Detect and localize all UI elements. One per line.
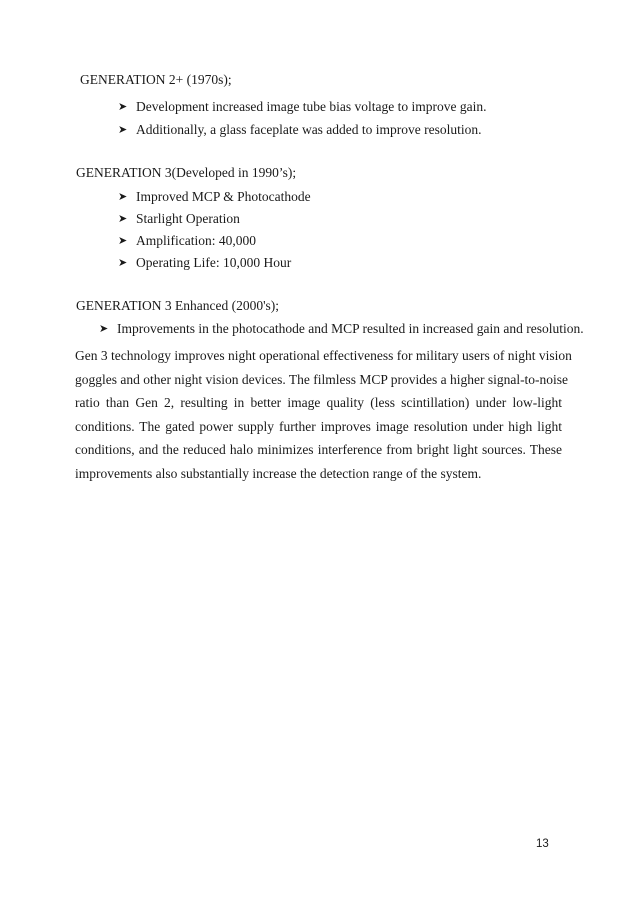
arrowhead-bullet-icon: ➤ — [118, 212, 128, 225]
bullet-item: ➤ Amplification: 40,000 — [118, 233, 256, 248]
bullet-item: ➤ Operating Life: 10,000 Hour — [118, 255, 292, 270]
bullet-item: ➤ Starlight Operation — [118, 211, 240, 226]
paragraph-line: Gen 3 technology improves night operational effectiveness for military users of night vision — [75, 348, 572, 363]
paragraph-line: conditions. The gated power supply further improves image resolution under high light — [75, 418, 562, 434]
section-heading-gen3: GENERATION 3(Developed in 1990’s); — [76, 165, 297, 180]
paragraph-line: conditions, and the reduced halo minimizes interference from bright light sources. These — [75, 442, 562, 458]
arrowhead-bullet-icon: ➤ — [99, 322, 109, 335]
arrowhead-bullet-icon: ➤ — [118, 190, 128, 203]
arrowhead-bullet-icon: ➤ — [118, 123, 128, 136]
arrowhead-bullet-icon: ➤ — [118, 234, 128, 247]
bullet-item: ➤ Development increased image tube bias voltage to improve gain. — [118, 99, 487, 114]
paragraph-line: goggles and other night vision devices. The filmless MCP provides a higher signal-to-noise — [75, 371, 569, 387]
section-heading-gen3-enhanced: GENERATION 3 Enhanced (2000's); — [76, 298, 280, 313]
paragraph-line: ratio than Gen 2, resulting in better image quality (less scintillation) under low-light — [75, 395, 562, 411]
bullet-item: ➤ Additionally, a glass faceplate was added to improve resolution. — [118, 122, 482, 137]
body-paragraph — [75, 344, 572, 486]
arrowhead-bullet-icon: ➤ — [118, 100, 128, 113]
page-number: 13 — [536, 838, 549, 850]
bullet-item: ➤ Improvements in the photocathode and MCP resulted in increased gain and resolution. — [99, 321, 584, 336]
section-heading-gen2plus: GENERATION 2+ (1970s); — [80, 72, 232, 87]
bullet-item: ➤ Improved MCP & Photocathode — [118, 189, 311, 204]
arrowhead-bullet-icon: ➤ — [118, 256, 128, 269]
paragraph-line: improvements also substantially increase the detection range of the system. — [75, 465, 482, 481]
